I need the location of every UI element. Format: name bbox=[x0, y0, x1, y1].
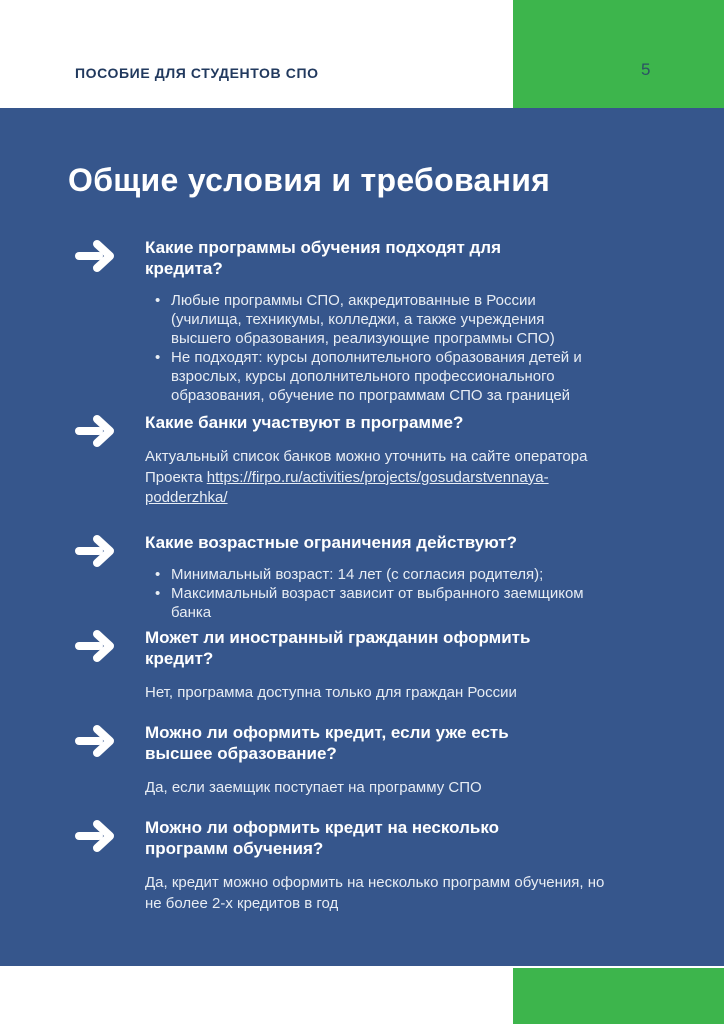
page-number: 5 bbox=[641, 60, 651, 79]
bullet-list bbox=[153, 565, 595, 622]
faq-section-banks bbox=[75, 412, 635, 509]
arrow-right-icon bbox=[75, 239, 117, 273]
arrow-right-icon bbox=[75, 534, 117, 568]
bullet-item: • Минимальный возраст: 14 лет (с согласия родителя); bbox=[153, 565, 595, 584]
question-text: Можно ли оформить кредит на несколько программ обучения? bbox=[145, 818, 500, 858]
faq-section-foreign-citizen bbox=[75, 627, 635, 704]
footer-accent-block bbox=[513, 968, 724, 1024]
answer-text: Да, если заемщик поступает на программу СПО bbox=[145, 779, 482, 796]
faq-section-age-limits bbox=[75, 532, 635, 622]
bullet-list bbox=[153, 291, 595, 405]
answer-text: Нет, программа доступна только для граждан России bbox=[145, 684, 517, 701]
page-title: Общие условия и требования bbox=[68, 162, 551, 198]
answer-text: Да, кредит можно оформить на несколько программ обучения, но не более 2-х кредитов в год bbox=[145, 874, 605, 912]
question-text: Можно ли оформить кредит, если уже есть высшее образование? bbox=[145, 723, 509, 763]
arrow-right-icon bbox=[75, 819, 117, 853]
faq-section-higher-education bbox=[75, 722, 635, 799]
answer-text bbox=[145, 447, 597, 509]
question-text: Какие возрастные ограничения действуют? bbox=[145, 533, 518, 552]
arrow-right-icon bbox=[75, 414, 117, 448]
page-number-block bbox=[513, 0, 724, 108]
arrow-right-icon bbox=[75, 724, 117, 758]
operator-site-link[interactable]: https://firpo.ru/activities/projects/gosudarstvennaya-podderzhka/ bbox=[145, 468, 549, 506]
arrow-right-icon bbox=[75, 629, 117, 663]
question-text: Какие программы обучения подходят для кредита? bbox=[145, 238, 502, 278]
bullet-item: • Максимальный возраст зависит от выбранного заемщиком банка bbox=[153, 584, 595, 622]
bullet-item: • Не подходят: курсы дополнительного образования детей и взрослых, курсы дополнительного профессионального образования, обучение по программам СПО за границей bbox=[153, 348, 595, 405]
question-text: Может ли иностранный гражданин оформить кредит? bbox=[145, 628, 531, 668]
faq-section-programs bbox=[75, 237, 635, 405]
answer-prefix: Актуальный список банков можно уточнить на сайте оператора Проекта bbox=[145, 448, 588, 486]
booklet-title: ПОСОБИЕ ДЛЯ СТУДЕНТОВ СПО bbox=[75, 65, 319, 81]
faq-section-multiple-programs bbox=[75, 817, 635, 914]
question-text: Какие банки участвуют в программе? bbox=[145, 413, 464, 432]
bullet-item: • Любые программы СПО, аккредитованные в России (училища, техникумы, колледжи, а также учреждения высшего образования, реализующие программы СПО) bbox=[153, 291, 595, 348]
